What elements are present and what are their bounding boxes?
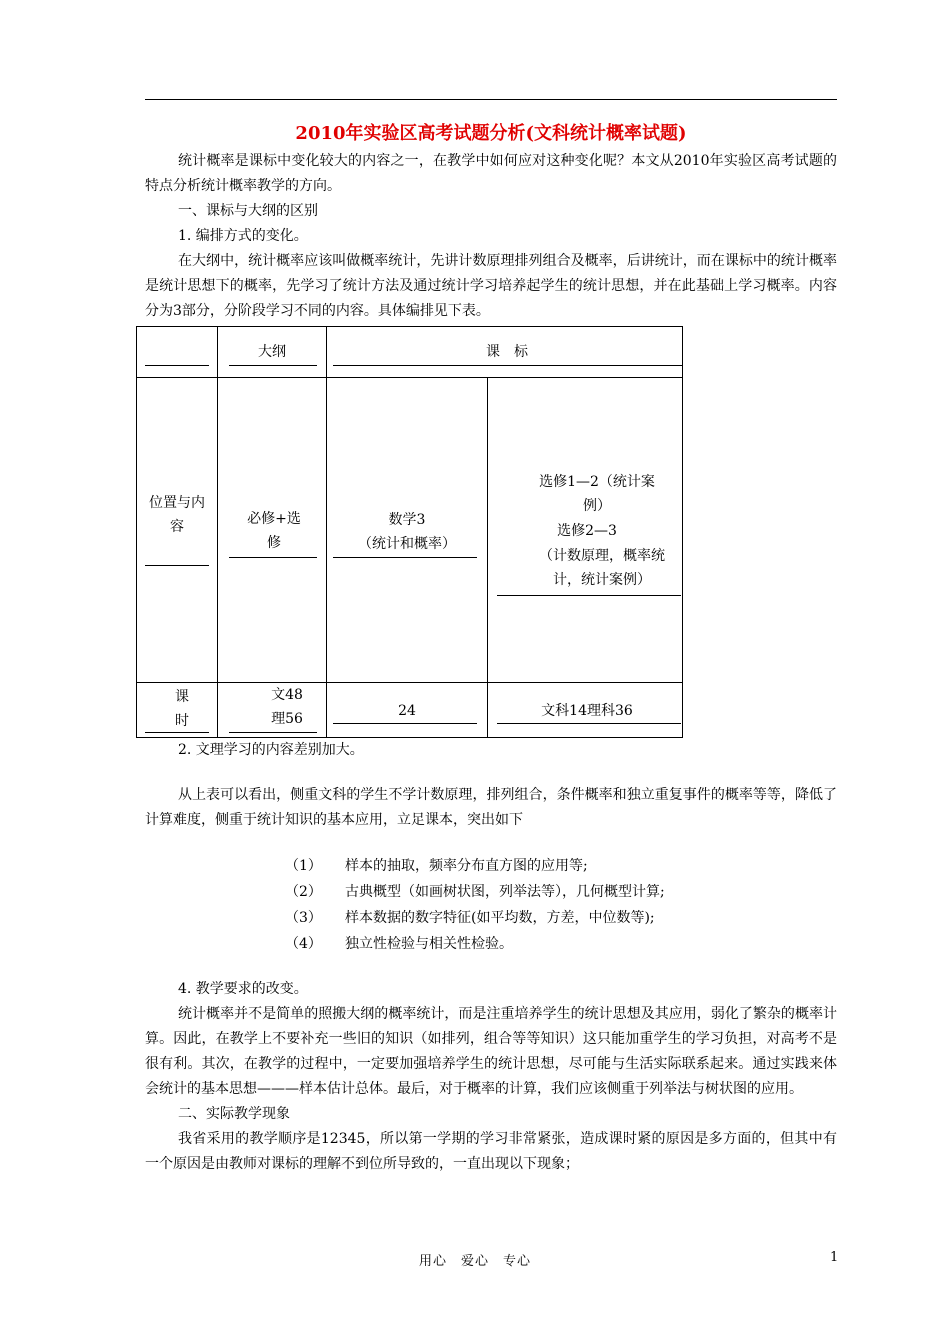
cell-underline <box>333 557 477 558</box>
cell-dagang-content: 必修+选修 <box>247 511 301 551</box>
cell-underline <box>333 723 477 724</box>
paragraph-intro: 统计概率是课标中变化较大的内容之一，在教学中如何应对这种变化呢？本文从2010年实验区高考试题的特点分析统计概率教学的方向。 <box>145 153 837 194</box>
section-heading-2: 二、实际教学现象 <box>178 1106 290 1122</box>
document-title: 2010年实验区高考试题分析(文科统计概率试题) <box>295 123 687 144</box>
table-row-divider <box>137 682 682 683</box>
cell-math3-title: 数学3 <box>388 512 426 528</box>
page-number: 1 <box>830 1250 839 1265</box>
cell-underline <box>229 365 317 366</box>
cell-underline <box>497 595 681 596</box>
row-label-position: 位置与内容 <box>149 495 205 535</box>
cell-elective-1: 选修1—2（统计案例） <box>539 474 655 514</box>
section-heading-1: 一、课标与大纲的区别 <box>178 203 318 219</box>
cell-underline <box>497 723 681 724</box>
list-item: （3） 样本数据的数字特征(如平均数，方差，中位数等); <box>285 910 655 926</box>
cell-hours-wen: 文48 <box>271 687 303 703</box>
subheading-1: 1. 编排方式的变化。 <box>178 228 308 244</box>
emphasis-list <box>145 853 837 957</box>
list-item: （2） 古典概型（如画树状图，列举法等），几何概型计算; <box>285 884 665 900</box>
cell-underline <box>145 732 209 733</box>
cell-underline <box>229 732 317 733</box>
subheading-4: 4. 教学要求的改变。 <box>178 981 308 997</box>
cell-underline <box>145 365 209 366</box>
cell-hours-li: 理56 <box>271 711 303 727</box>
header-rule <box>145 99 837 100</box>
header-kebiao: 课 标 <box>486 344 528 360</box>
page-footer: 用心 爱心 专心 <box>418 1254 531 1269</box>
cell-underline <box>145 565 209 566</box>
paragraph-requirements: 统计概率并不是简单的照搬大纲的概率统计，而是注重培养学生的统计思想及其应用，弱化了繁杂的概率计算。因此，在教学上不要补充一些旧的知识（如排列，组合等等知识）这只能加重学生的学习负担，对高考不是很有利。其次，在教学的过程中，一定要加强培养学生的统计思想，尽可能与生活实际联系起来。通过实践来体会统计的基本思想———样本估计总体。最后，对于概率的计算，我们应该侧重于列举法与树状图的应用。 <box>145 1006 837 1097</box>
paragraph-arrangement: 在大纲中，统计概率应该叫做概率统计，先讲计数原理排列组合及概率，后讲统计，而在课标中的统计概率是统计思想下的概率，先学习了统计方法及通过统计学习培养起学生的统计思想，并在此基础上学习概率。内容分为3部分，分阶段学习不同的内容。具体编排见下表。 <box>145 253 837 319</box>
list-item: （1） 样本的抽取，频率分布直方图的应用等; <box>285 858 588 874</box>
table-col-divider <box>217 327 218 737</box>
paragraph-practice: 我省采用的教学顺序是12345，所以第一学期的学习非常紧张，造成课时紧的原因是多方面的，但其中有一个原因是由教师对课标的理解不到位所导致的，一直出现以下现象； <box>145 1131 837 1172</box>
document-body <box>145 120 837 1177</box>
subheading-2: 2. 文理学习的内容差别加大。 <box>178 742 364 758</box>
comparison-table <box>136 326 683 738</box>
cell-underline <box>333 365 682 366</box>
table-col-divider <box>487 377 488 737</box>
cell-elective-3: （计数原理，概率统计，统计案例） <box>539 548 665 588</box>
cell-hours-math3: 24 <box>398 703 416 719</box>
table-row-divider <box>137 377 682 378</box>
row-label-hours: 课时 <box>175 689 189 729</box>
cell-elective-2: 选修2—3 <box>557 523 617 539</box>
list-item: （4） 独立性检验与相关性检验。 <box>285 936 513 952</box>
cell-underline <box>229 557 317 558</box>
paragraph-difference: 从上表可以看出，侧重文科的学生不学计数原理，排列组合，条件概率和独立重复事件的概率等等，降低了计算难度，侧重于统计知识的基本应用，立足课本，突出如下 <box>145 787 837 828</box>
cell-hours-elective: 文科14理科36 <box>541 703 633 719</box>
header-dagang: 大纲 <box>258 344 286 360</box>
cell-math3-subtitle: （统计和概率） <box>358 536 456 552</box>
